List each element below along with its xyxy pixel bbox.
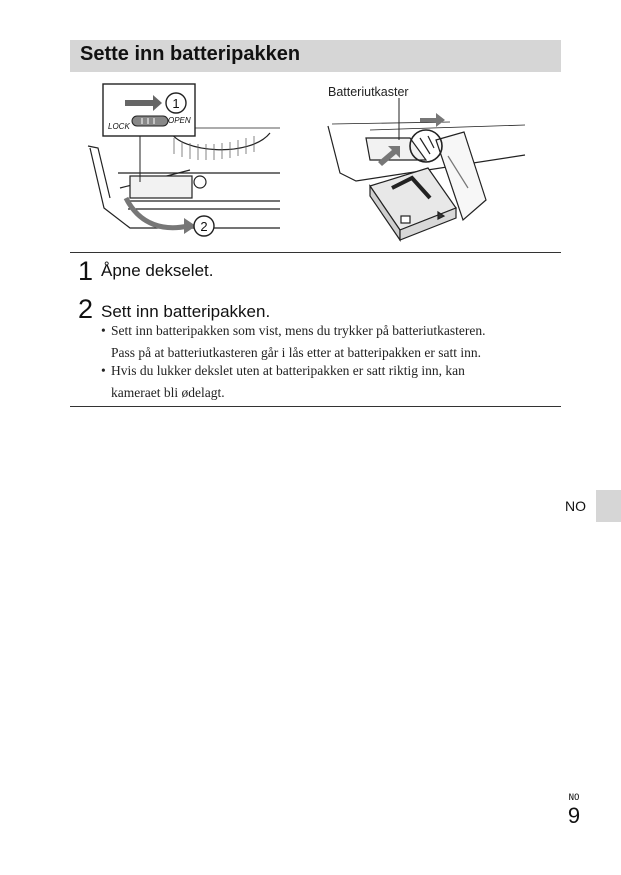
- divider-bottom: [70, 406, 561, 407]
- bullet-line: kameraet bli ødelagt.: [111, 385, 225, 400]
- divider-top: [70, 252, 561, 253]
- bullet-line: Hvis du lukker dekslet uten at batteripakken er satt riktig inn, kan: [111, 363, 465, 378]
- step-2-bullet-1: [101, 320, 556, 364]
- page-language-code: NO: [568, 793, 580, 803]
- bullet-line: Sett inn batteripakken som vist, mens du trykker på batteriutkasteren.: [111, 323, 486, 338]
- bullet-dot: •: [101, 363, 106, 378]
- marker-2-label: 2: [200, 219, 208, 234]
- step-2-number: 2: [78, 294, 94, 324]
- step-1-title: Åpne dekselet.: [101, 261, 214, 280]
- step-2-title: Sett inn batteripakken.: [101, 302, 271, 321]
- language-tab-label: NO: [565, 498, 586, 514]
- battery-insertion-illustration: [70, 78, 561, 248]
- language-tab: [596, 490, 621, 522]
- lever-lock-label: LOCK: [108, 122, 130, 131]
- section-title: Sette inn batteripakken: [80, 43, 301, 65]
- battery-eject-label: Batteriutkaster: [328, 85, 409, 99]
- bullet-line: Pass på at batteriutkasteren går i lås etter at batteripakken er satt inn.: [111, 345, 481, 360]
- lock-lever-inset: [103, 84, 195, 182]
- camera-bottom-left: [88, 128, 280, 228]
- page-number: 9: [567, 803, 581, 828]
- lever-open-label: OPEN: [168, 116, 191, 125]
- battery-pack: [370, 168, 456, 240]
- step-1-number: 1: [78, 256, 94, 286]
- bullet-dot: •: [101, 323, 106, 338]
- marker-1-label: 1: [172, 96, 180, 111]
- open-cover-arrow: [126, 198, 214, 236]
- section-title-bar: [70, 40, 561, 72]
- step-2-bullet-2: [101, 360, 556, 404]
